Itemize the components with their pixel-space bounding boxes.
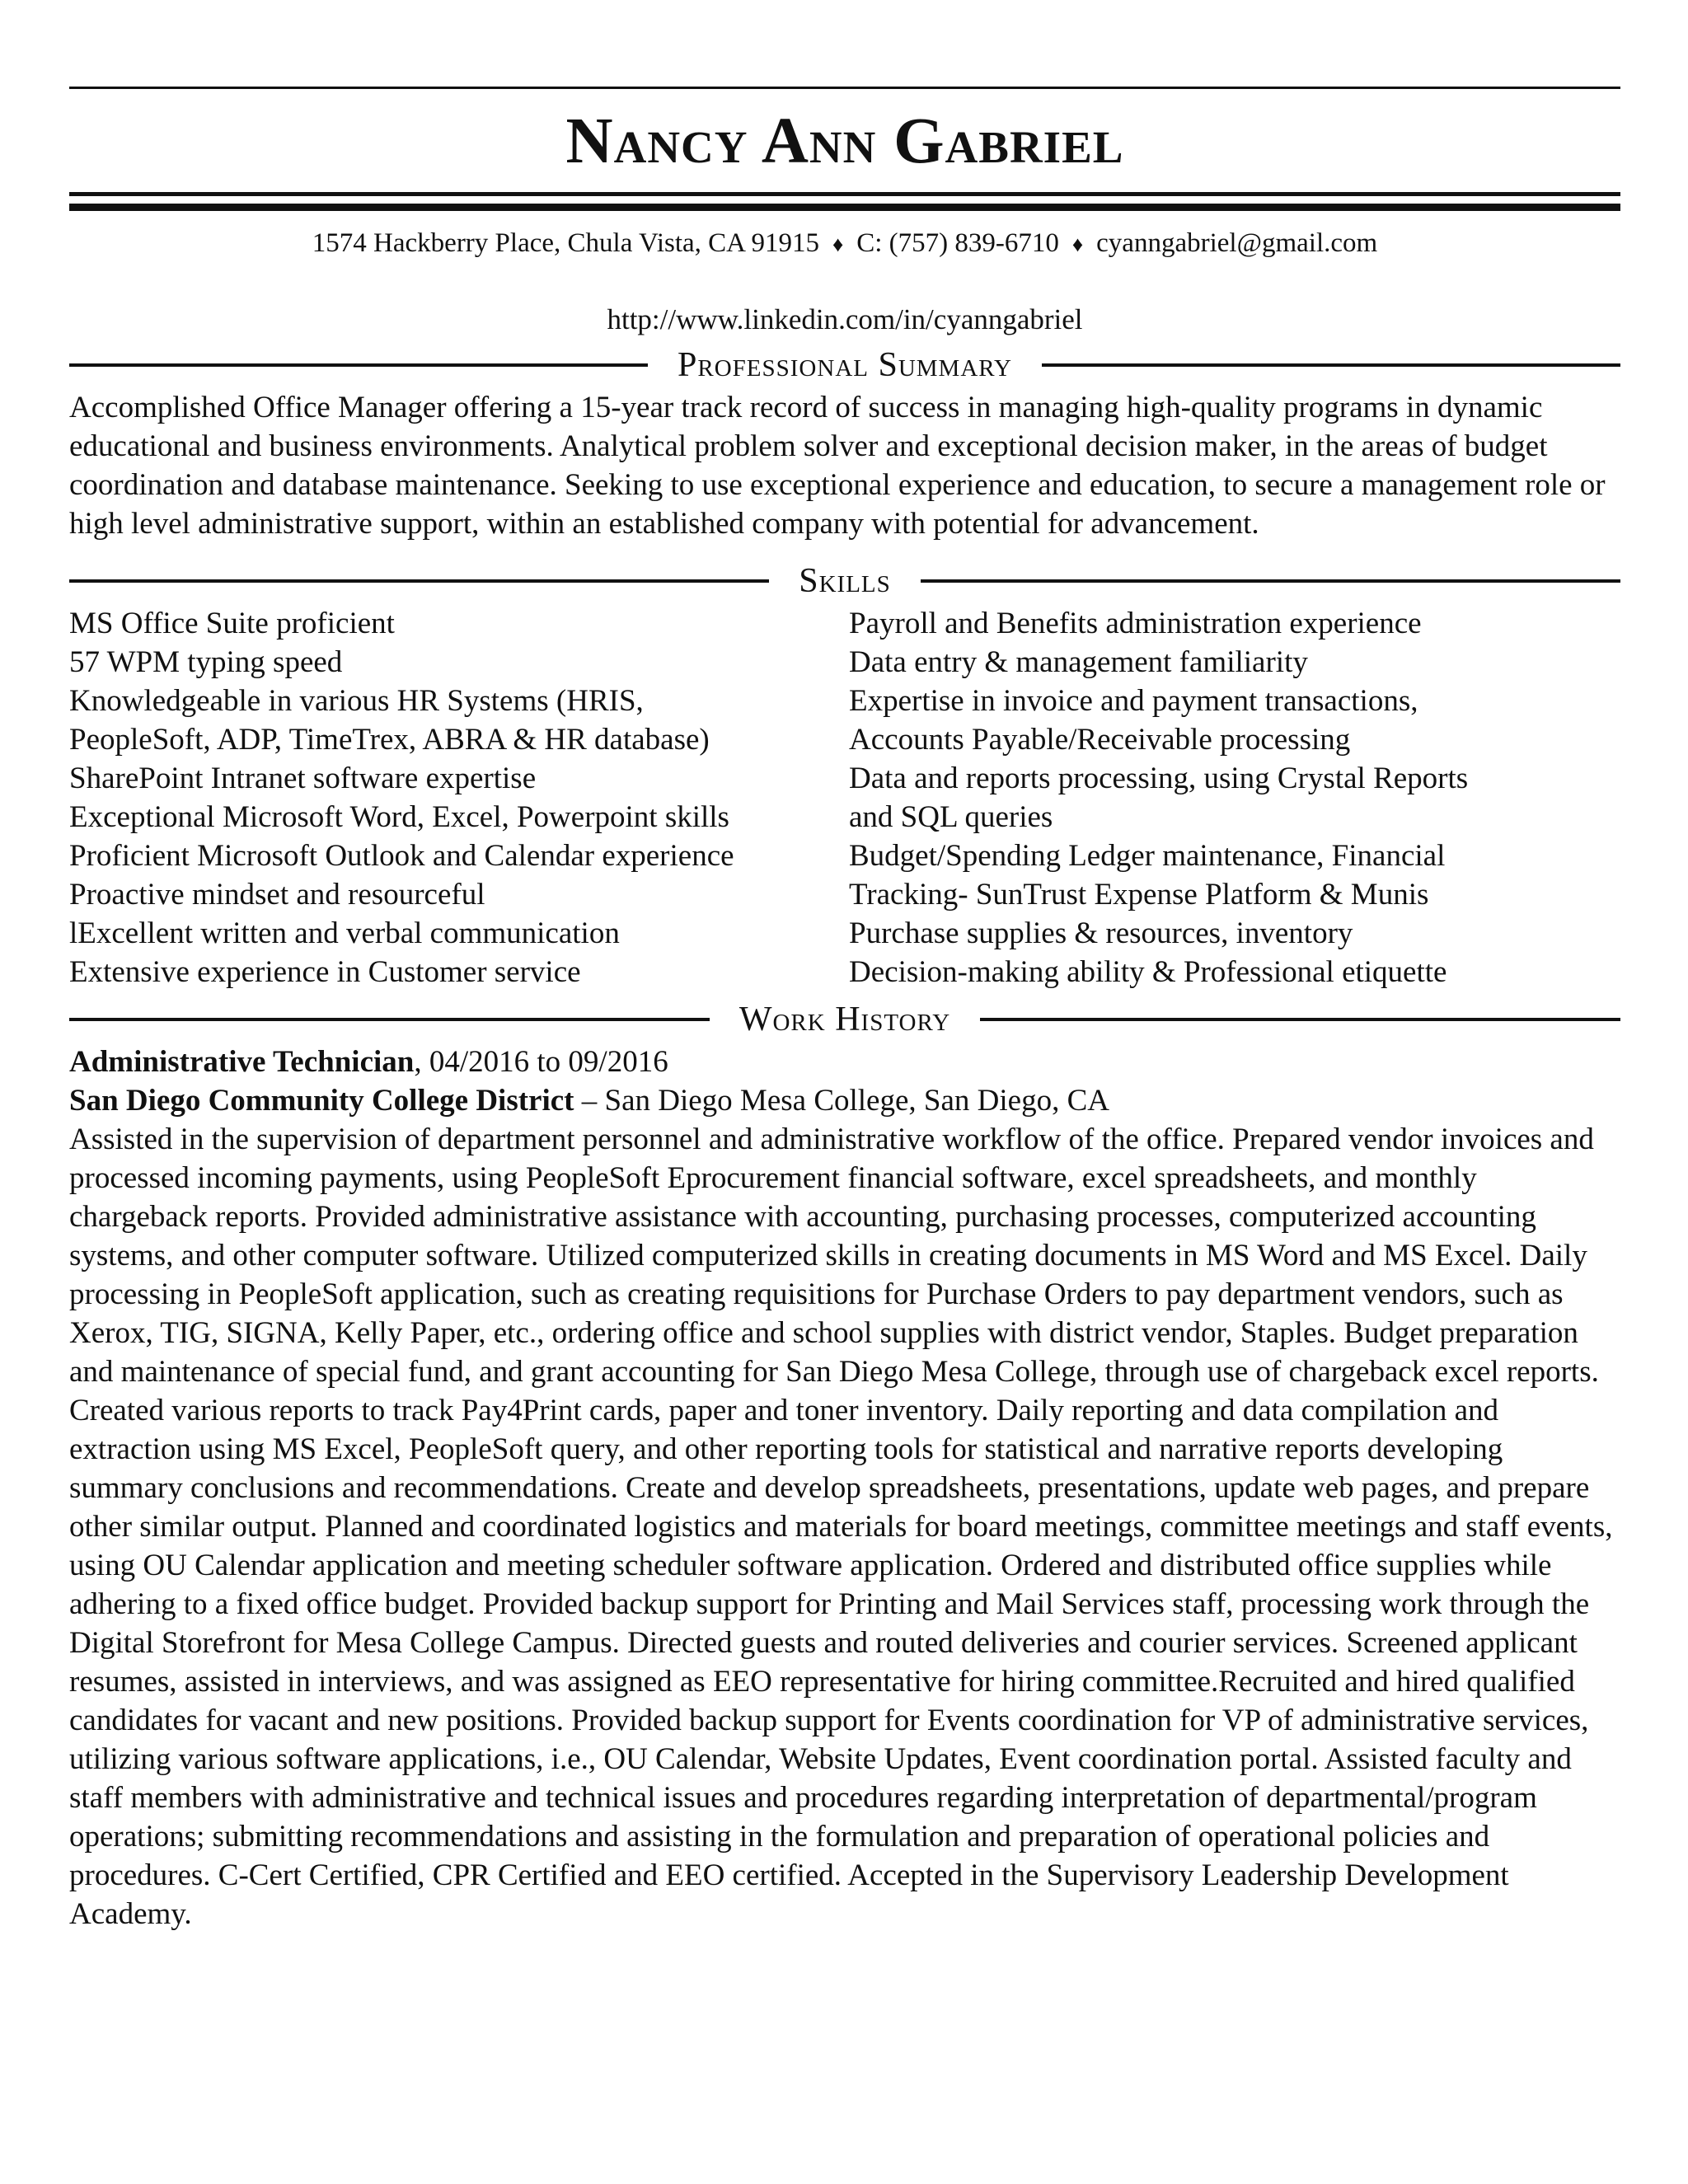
section-title: Professional Summary bbox=[678, 345, 1012, 384]
address: 1574 Hackberry Place, Chula Vista, CA 91915 bbox=[312, 228, 819, 258]
job-dates: , 04/2016 to 09/2016 bbox=[414, 1044, 668, 1079]
skill-item: Extensive experience in Customer service bbox=[69, 954, 581, 989]
employer-line bbox=[69, 1081, 1620, 1120]
name-rule-bottom bbox=[69, 204, 1620, 211]
diamond-separator-icon: ♦ bbox=[1071, 232, 1084, 256]
skill-item: Data and reports processing, using Crystal Reports bbox=[849, 761, 1469, 795]
employer-location: – San Diego Mesa College, San Diego, CA bbox=[574, 1083, 1109, 1118]
section-title: Skills bbox=[799, 561, 891, 600]
contact-line bbox=[69, 226, 1620, 261]
skill-item: SharePoint Intranet software expertise bbox=[69, 761, 537, 795]
skill-item: Data entry & management familiarity bbox=[849, 644, 1308, 679]
name-rule-top bbox=[69, 192, 1620, 196]
skills-column-right bbox=[849, 604, 1620, 991]
job-description: Assisted in the supervision of department personnel and administrative workflow of the office. Prepared vendor invoices and processed incoming payments, using PeopleSoft Eprocurement financial software, excel spreadsheets, and monthly chargeback reports. Provided administrative assistance with accounting, purchasing processes, computerized accounting systems, and other computer software. Utilized computerized skills in creating documents in MS Word and MS Excel. Daily processing in PeopleSoft application, such as creating requisitions for Purchase Orders to pay department vendors, such as Xerox, TIG, SIGNA, Kelly Paper, etc., ordering office and school supplies with district vendor, Staples. Budget preparation and maintenance of special fund, and grant accounting for San Diego Mesa College, through use of chargeback excel reports. Created various reports to track Pay4Print cards, paper and toner inventory. Daily reporting and data compilation and extraction using MS Excel, PeopleSoft query, and other reporting tools for statistical and narrative reports developing summary conclusions and recommendations. Create and develop spreadsheets, presentations, update web pages, and prepare other similar output. Planned and coordinated logistics and materials for board meetings, committee meetings and staff events, using OU Calendar application and meeting scheduler software application. Ordered and distributed office supplies while adhering to a fixed office budget. Provided backup support for Printing and Mail Services staff, processing work through the Digital Storefront for Mesa College Campus. Directed guests and routed deliveries and courier services. Screened applicant resumes, assisted in interviews, and was assigned as EEO representative for hiring committee.Recruited and hired qualified candidates for vacant and new positions. Provided backup support for Events coordination for VP of administrative services, utilizing various software applications, i.e., OU Calendar, Website Updates, Event coordination portal. Assisted faculty and staff members with administrative and technical issues and procedures regarding interpretation of departmental/program operations; submitting recommendations and assisting in the formulation and preparation of operational policies and procedures. C-Cert Certified, CPR Certified and EEO certified. Accepted in the Supervisory Leadership Development Academy. bbox=[69, 1122, 1613, 1931]
skill-item: Proactive mindset and resourceful bbox=[69, 877, 485, 912]
job-title: Administrative Technician bbox=[69, 1044, 415, 1079]
diamond-separator-icon: ♦ bbox=[832, 232, 844, 256]
skills-column-left bbox=[69, 604, 849, 991]
skill-item: 57 WPM typing speed bbox=[69, 644, 343, 679]
heading-rule-right bbox=[921, 579, 1620, 583]
skill-item: PeopleSoft, ADP, TimeTrex, ABRA & HR database) bbox=[69, 722, 710, 757]
heading-rule-left bbox=[69, 1018, 710, 1021]
skill-item: and SQL queries bbox=[849, 799, 1053, 834]
heading-rule-left bbox=[69, 363, 648, 367]
employer-name: San Diego Community College District bbox=[69, 1083, 574, 1118]
summary-heading bbox=[69, 342, 1620, 388]
heading-rule-right bbox=[1042, 363, 1620, 367]
skills-heading bbox=[69, 558, 1620, 604]
heading-rule-left bbox=[69, 579, 769, 583]
heading-rule-right bbox=[980, 1018, 1620, 1021]
skill-item: Knowledgeable in various HR Systems (HRIS, bbox=[69, 683, 644, 718]
resume-page bbox=[69, 87, 1620, 1933]
skill-item: Expertise in invoice and payment transactions, bbox=[849, 683, 1418, 718]
skill-item: Budget/Spending Ledger maintenance, Financial bbox=[849, 838, 1446, 873]
summary-text: Accomplished Office Manager offering a 15-year track record of success in managing high-quality programs in dynamic educational and business environments. Analytical problem solver and exceptional decision maker, in the areas of budget coordination and database maintenance. Seeking to use exceptional experience and education, to secure a management role or high level administrative support, within an established company with potential for advancement. bbox=[69, 390, 1606, 541]
skill-item: Accounts Payable/Receivable processing bbox=[849, 722, 1351, 757]
top-rule bbox=[69, 87, 1620, 89]
email: cyanngabriel@gmail.com bbox=[1096, 228, 1378, 258]
skill-item: Purchase supplies & resources, inventory bbox=[849, 916, 1353, 950]
skill-item: Tracking- SunTrust Expense Platform & Munis bbox=[849, 877, 1429, 912]
work-history-heading bbox=[69, 996, 1620, 1043]
skill-item: Payroll and Benefits administration experience bbox=[849, 606, 1422, 640]
skill-item: Proficient Microsoft Outlook and Calendar experience bbox=[69, 838, 734, 873]
candidate-name: Nancy Ann Gabriel bbox=[565, 105, 1124, 177]
linkedin-url: http://www.linkedin.com/in/cyanngabriel bbox=[607, 302, 1083, 335]
job-entry bbox=[69, 1043, 1620, 1933]
skill-item: Decision-making ability & Professional etiquette bbox=[849, 954, 1447, 989]
skill-item: Exceptional Microsoft Word, Excel, Powerpoint skills bbox=[69, 799, 729, 834]
skill-item: lExcellent written and verbal communication bbox=[69, 916, 620, 950]
phone: C: (757) 839-6710 bbox=[856, 228, 1059, 258]
skills-list bbox=[69, 604, 1620, 991]
section-title: Work History bbox=[738, 1000, 951, 1038]
job-title-line bbox=[69, 1043, 1620, 1081]
skill-item: MS Office Suite proficient bbox=[69, 606, 395, 640]
